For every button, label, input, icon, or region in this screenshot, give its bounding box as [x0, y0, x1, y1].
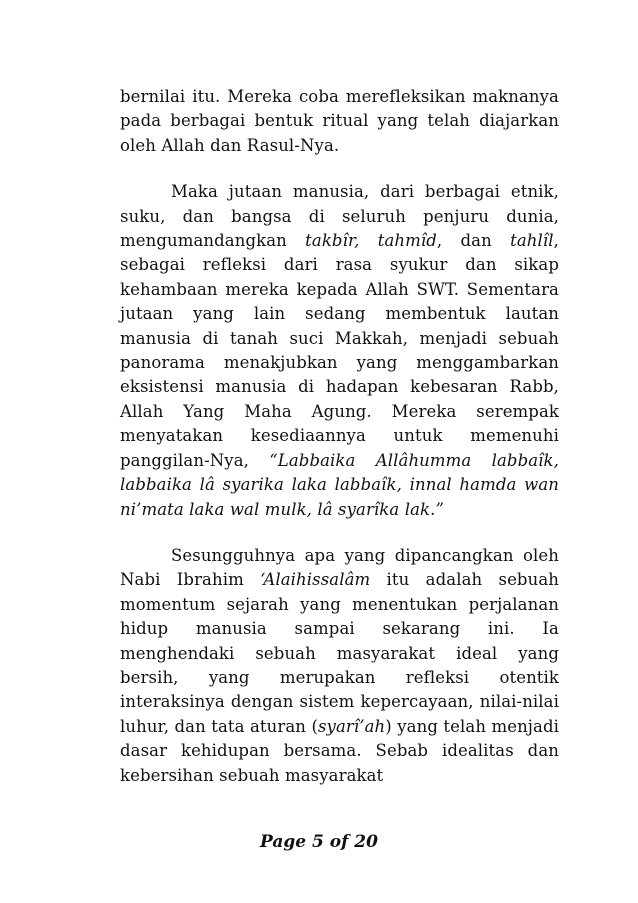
text-segment: , sebagai refleksi dari rasa syukur dan sikap kehambaan mereka kepada Allah SWT. Sementara jutaan yang lain sedang membentuk lautan manusia di tanah suci Makkah, menjadi sebuah panorama menakjubkan yang menggambarkan eksistensi manusia di hadapan kebesaran Rabb, Allah Yang Maha Agung. Mereka serempak menyatakan kesediaannya untuk memenuhi panggilan-Nya,	[120, 231, 559, 470]
paragraph-gap	[120, 522, 559, 544]
text-segment: Sesungguhnya apa yang dipancangkan oleh Nabi Ibrahim	[120, 545, 559, 590]
text-segment: ) yang telah menjadi dasar kehidupan bersama. Sebab idealitas dan kebersihan sebuah masyarakat	[120, 716, 559, 785]
paragraph-1	[120, 85, 559, 158]
text-segment: , dan	[436, 231, 511, 251]
text-segment: bernilai itu. Mereka coba merefleksikan maknanya pada berbagai bentuk ritual yang telah diajarkan oleh Allah dan Rasul-Nya.	[120, 87, 559, 155]
italic-text-segment: syarî’ah	[317, 716, 386, 736]
paragraph-3	[120, 544, 559, 788]
text-segment: Maka jutaan manusia, dari berbagai etnik, suku, dan bangsa di seluruh penjuru dunia, mengumandangkan	[120, 182, 559, 251]
paragraph-2	[120, 180, 559, 522]
text-segment: itu adalah sebuah momentum sejarah yang menentukan perjalanan hidup manusia sampai sekarang ini. Ia menghendaki sebuah masyarakat ideal yang bersih, yang merupakan refleksi otentik interaksinya dengan sistem kepercayaan, nilai-nilai luhur, dan tata aturan (	[120, 570, 559, 736]
page-number: Page 5 of 20	[260, 832, 378, 852]
italic-text-segment: takbîr, tahmîd	[305, 231, 437, 251]
italic-text-segment: ‘Alaihissalâm	[260, 570, 371, 590]
page-body	[120, 85, 559, 788]
paragraph-gap	[120, 158, 559, 180]
italic-text-segment: tahlîl	[510, 231, 554, 251]
italic-text-segment: “Labbaika Allâhumma labbaîk, labbaika lâ syarika laka labbaîk, innal hamda wan ni’mata laka wal mulk, lâ syarîka lak.”	[120, 450, 559, 519]
